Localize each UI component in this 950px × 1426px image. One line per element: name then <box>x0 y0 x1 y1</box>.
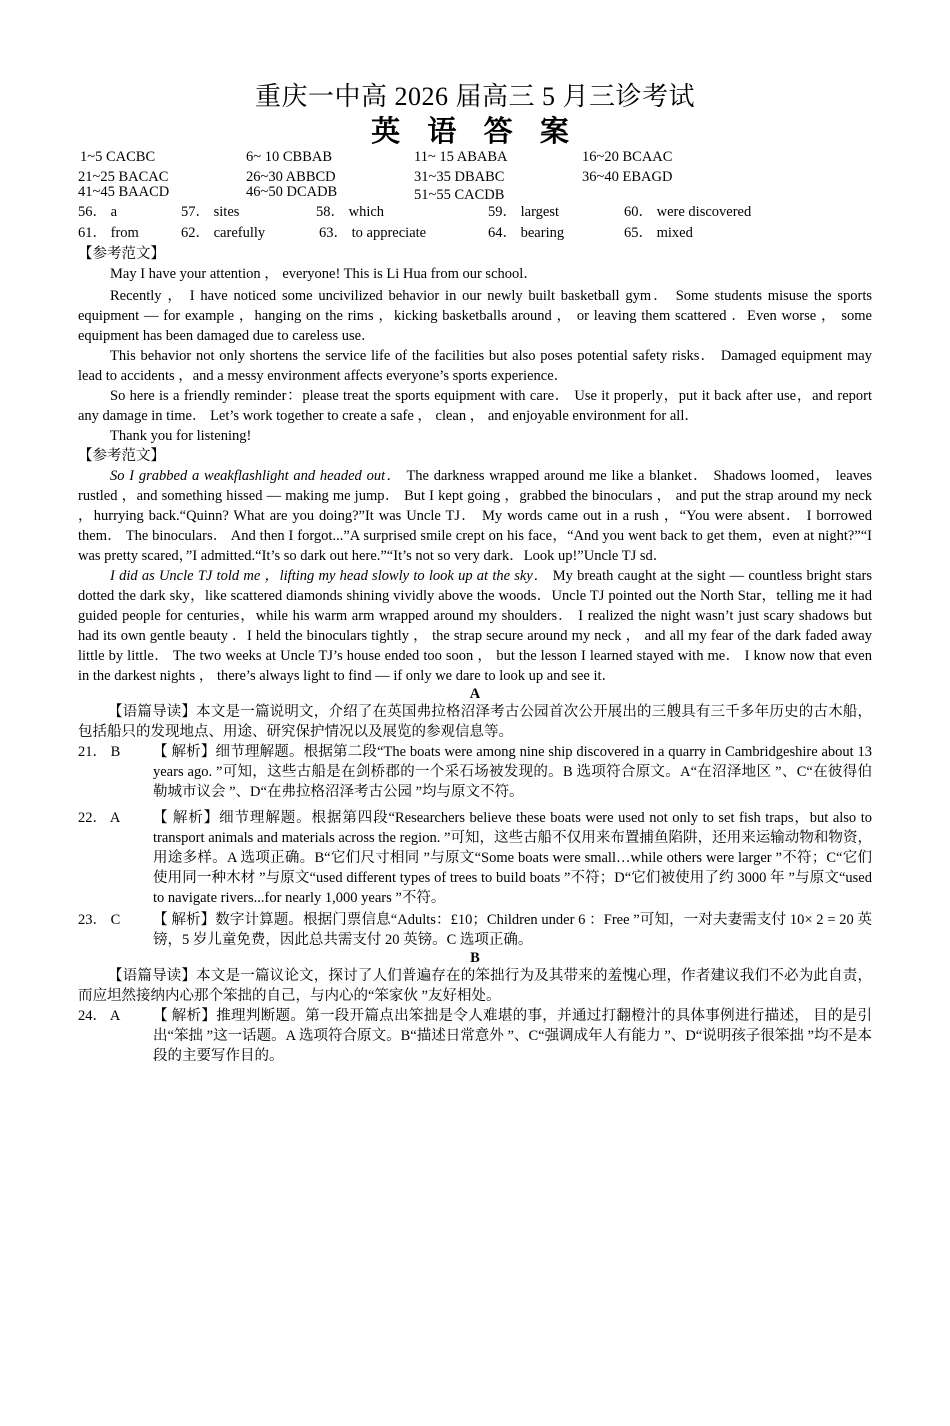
fill-answer: 57． sites <box>181 204 240 220</box>
essay1-paragraph: So here is a friendly reminder：please treat the sports equipment with care． Use it properly，put it back after use，and report any damage in time． Let’s work together to create a safe ， clean ， and enjoyable environment for all． <box>78 388 872 424</box>
answer-key-page <box>0 82 950 1426</box>
fill-answer: 60． were discovered <box>624 204 752 220</box>
essay2-paragraph <box>78 566 872 686</box>
question-number-answer: 22． A <box>78 810 121 826</box>
section-a-label: A <box>469 686 481 702</box>
essay1-paragraph: Thank you for listening! <box>110 428 252 444</box>
fill-answer: 59． largest <box>488 204 560 220</box>
fill-answer: 64． bearing <box>488 225 565 241</box>
fill-answer: 65． mixed <box>624 225 693 241</box>
question-analysis: 【 解析】数字计算题。根据门票信息“Adults：£10；Children under 6 ：Free ”可知，一对夫妻需支付 10× 2 = 20 英镑，5 岁儿童免费，因此总共需支付 20 英镑。C 选项正确。 <box>153 912 872 948</box>
fill-answer: 58． which <box>316 204 385 220</box>
question-analysis: 【 解析】细节理解题。根据第二段“The boats were among nine ship discovered in a quarry in Cambridgeshire about 13 years ago. ”可知，这些古船是在剑桥郡的一个采石场被发现的。B 选项符合原文。A“在沼泽地区 ”、C“在彼得伯勒城市议会 ”、D“在弗拉格沼泽考古公园 ”均与原文不符。 <box>153 744 872 800</box>
exam-title: 重庆一中高 2026 届高三 5 月三诊考试 <box>254 82 695 111</box>
fill-answers-row <box>78 223 872 244</box>
section-b-label: B <box>470 950 480 966</box>
mc-answer: 46~50 DCADB <box>246 184 338 200</box>
question-analysis: 【 解析】推理判断题。第一段开篇点出笨拙是令人难堪的事，并通过打翻橙汁的具体事例进行描述， 目的是引出“笨拙 ”这一话题。A 选项符合原文。B“描述日常意外 ”、C“强调成年人有能力 ”、D“说明孩子很笨拙 ”均不是本段的主要写作目的。 <box>153 1008 872 1064</box>
question-explanation <box>78 1006 872 1066</box>
mc-answer: 31~35 DBABC <box>414 169 505 185</box>
question-explanation <box>78 742 872 802</box>
essay2-lead-sentence: I did as Uncle TJ told me ，lifting my head slowly to look up at the sky． <box>110 568 549 584</box>
section-b-guide: 【语篇导读】本文是一篇议论文，探讨了人们普遍存在的笨拙行为及其带来的羞愧心理，作者建议我们不必为此自责，而应坦然接纳内心那个笨拙的自己，与内心的“笨家伙 ”友好相处。 <box>78 968 872 1004</box>
essay2-paragraph <box>78 466 872 566</box>
section-a-guide: 【语篇导读】本文是一篇说明文，介绍了在英国弗拉格沼泽考古公园首次公开展出的三艘具有三千多年历史的古木船，包括船只的发现地点、用途、研究保护情况以及展览的参观信息等。 <box>78 704 872 740</box>
fill-answer: 62． carefully <box>181 225 266 241</box>
essay2-heading: 【参考范文】 <box>78 448 165 464</box>
mc-answer: 11~ 15 ABABA <box>414 149 508 165</box>
question-number-answer: 23． C <box>78 912 121 928</box>
exam-subtitle: 英 语 答 案 <box>371 116 579 148</box>
essay1-paragraph: May I have your attention ， everyone! This is Li Hua from our school． <box>110 266 538 282</box>
essay1-heading: 【参考范文】 <box>78 246 165 262</box>
essay2-body: My breath caught at the sight — countless bright stars dotted the dark sky，like scattered diamonds shining vividly above the woods．Uncle TJ pointed out the North Star，telling me it had guided people for centuries，while his warm arm wrapped around my shoulders． I realized the night wasn’t just scary shadows but had its own gentle beauty ．I held the binoculars tightly ， the strap secure around my neck ， and all my fear of the dark faded away little by little． The two weeks at Uncle TJ’s house ended too soon ， but the lesson I learned stayed with me． I know now that even in the darkest nights ， there’s always light to find — if only we dare to look up and see it． <box>78 568 872 684</box>
mc-answer: 26~30 ABBCD <box>246 169 336 185</box>
question-analysis: 【 解析】细节理解题。根据第四段“Researchers believe these boats were used not only to set fish traps，but also to transport animals and materials across the region. ”可知，这些古船不仅用来布置捕鱼陷阱，还用来运输动物和物资，用途多样。A 选项正确。B“它们尺寸相同 ”与原文“Some boats were small…while others were larger ”不符；C“它们使用同一种木材 ”与原文“used different types of trees to build boats ”不符；D“它们被使用了约 3000 年 ”与原文“used to navigate rivers...for nearly 1,000 years ”不符。 <box>153 810 872 906</box>
multiple-choice-answers <box>78 148 872 202</box>
mc-answer: 41~45 BAACD <box>78 184 170 200</box>
mc-answer: 1~5 CACBC <box>80 149 156 165</box>
mc-answer: 16~20 BCAAC <box>582 149 673 165</box>
question-explanation <box>78 910 872 950</box>
fill-answer: 63． to appreciate <box>319 225 427 241</box>
essay1-paragraph: This behavior not only shortens the service life of the facilities but also poses potential safety risks． Damaged equipment may lead to accidents ，and a messy environment affects everyone’s sports experience． <box>78 348 872 384</box>
question-number-answer: 24． A <box>78 1008 121 1024</box>
mc-answer: 36~40 EBAGD <box>582 169 673 185</box>
fill-answer: 56． a <box>78 204 118 220</box>
essay1-paragraph: Recently ， I have noticed some uncivilized behavior in our newly built basketball gym． Some students misuse the sports equipment — for example ，hanging on the rims ，kicking basketballs around ， or leaving them scattered ．Even worse ， some equipment has been damaged due to careless use． <box>78 288 872 344</box>
mc-answer: 21~25 BACAC <box>78 169 169 185</box>
question-explanation <box>78 808 872 908</box>
essay2-lead-sentence: So I grabbed a weakflashlight and headed out． <box>110 468 402 484</box>
question-number-answer: 21． B <box>78 744 121 760</box>
mc-answer: 6~ 10 CBBAB <box>246 149 333 165</box>
fill-answers-row <box>78 202 872 223</box>
mc-answer: 51~55 CACDB <box>414 187 505 203</box>
fill-answer: 61． from <box>78 225 139 241</box>
essay2-body: The darkness wrapped around me like a blanket． Shadows loomed， leaves rustled ，and something hissed — making me jump． But I kept going ，grabbed the binoculars ， and put the strap around my neck ，hurrying back.“Quinn? What are you doing?”It was Uncle TJ． My words came out in a rush ，“You were absent． I borrowed them． The binoculars． And then I forgot...”A surprised smile crept on his face，“And you went back to get them，even at night?”“I was pretty scared，”I admitted.“It’s so dark out here.”“It’s not so very dark．Look up!”Uncle TJ sd． <box>78 468 872 564</box>
